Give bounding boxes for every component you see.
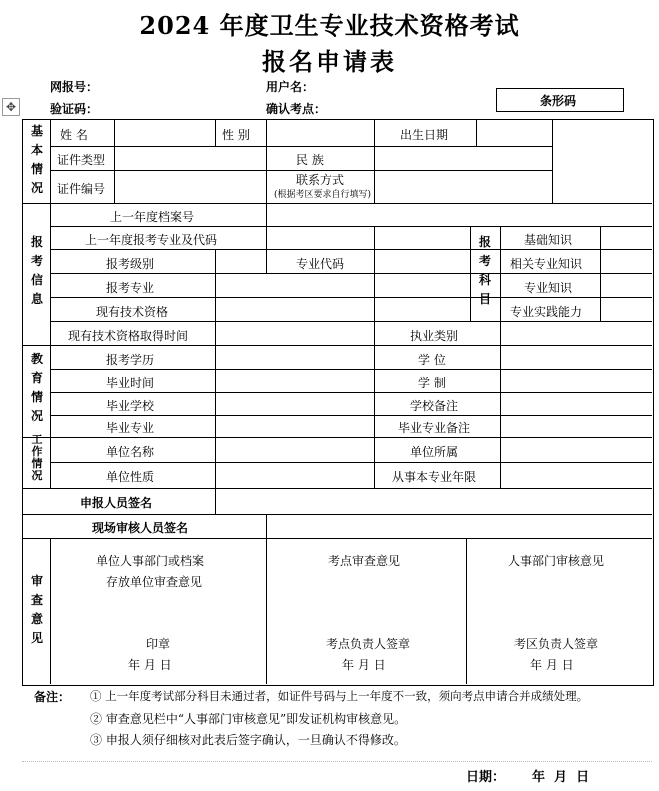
prev-major-code-label: 上一年度报考专业及代码 [85,233,218,247]
online-no-label: 网报号： [50,80,99,94]
grad-major-note-label: 毕业专业备注 [398,421,471,435]
subject-4: 专业实践能力 [510,305,583,319]
major-label: 报考专业 [106,281,155,295]
note-3: ③ 申报人须仔细核对此表后签字确认，一旦确认不得修改。 [90,733,406,747]
barcode-label: 条形码 [540,94,577,108]
review-col2-sign: 考点负责人签章 [326,637,411,651]
degree-label: 学 位 [418,353,446,367]
exam-section-label: 报考信息 [30,235,43,306]
review-col1-date: 年 月 日 [128,658,172,672]
grad-time-label: 毕业时间 [106,376,155,390]
review-col3-sign: 考区负责人签章 [514,637,599,651]
id-type-label: 证件类型 [57,153,106,167]
level-label: 报考级别 [106,257,155,271]
degree-edu-label: 报考学历 [106,353,155,367]
note-2: ② 审查意见栏中“人事部门审核意见”即发证机构审核意见。 [90,712,407,726]
footer-date-value: 年 月 日 [532,770,590,785]
form-subtitle: 报名申请表 [262,47,397,76]
review-col3-title: 人事部门审核意见 [508,554,605,568]
table-move-handle-icon[interactable]: ✥ [2,98,20,116]
subject-section-label: 报考科目 [478,235,491,306]
school-label: 毕业学校 [106,399,155,413]
qual-time-label: 现有技术资格取得时间 [68,329,189,343]
unit-nature-label: 单位性质 [106,470,155,484]
confirm-site-label: 确认考点： [266,102,327,116]
form-title: 2024 年度卫生专业技术资格考试 [139,11,520,40]
years-label: 从事本专业年限 [392,470,477,484]
review-col1-seal: 印章 [146,637,171,651]
ethnicity-label: 民 族 [296,153,324,167]
review-col3-date: 年 月 日 [530,658,574,672]
review-col2-title: 考点审查意见 [328,554,401,568]
unit-name-label: 单位名称 [106,445,155,459]
verify-code-label: 验证码： [50,102,99,116]
system-label: 学 制 [418,376,446,390]
work-section-label: 工作情况 [31,433,43,482]
edu-section-label: 教育情况 [30,352,43,423]
prev-archive-label: 上一年度档案号 [110,210,195,224]
unit-belong-label: 单位所属 [410,445,459,459]
current-qual-label: 现有技术资格 [96,305,169,319]
school-note-label: 学校备注 [410,399,459,413]
grad-major-label: 毕业专业 [106,421,155,435]
practice-type-label: 执业类别 [410,329,459,343]
id-no-label: 证件编号 [57,182,106,196]
review-col2-date: 年 月 日 [342,658,386,672]
review-section-label: 审查意见 [30,574,43,645]
review-col1-line1: 单位人事部门或档案 [96,554,205,568]
applicant-sign-label: 申报人员签名 [80,496,153,510]
gender-label: 性 别 [222,128,250,142]
major-code-label: 专业代码 [296,257,345,271]
review-col1-line2: 存放单位审查意见 [106,575,203,589]
user-name-label: 用户名： [266,80,315,94]
contact-note: (根据考区要求自行填写) [274,190,372,200]
notes-label: 备注： [34,690,71,704]
name-label: 姓 名 [60,128,88,142]
reviewer-sign-label: 现场审核人员签名 [92,521,189,535]
basic-section-label: 基本情况 [30,124,43,195]
subject-3: 专业知识 [524,281,573,295]
subject-2: 相关专业知识 [510,257,583,271]
contact-label: 联系方式 [296,173,345,187]
birth-label: 出生日期 [400,128,449,142]
subject-1: 基础知识 [524,233,573,247]
note-1: ① 上一年度考试部分科目未通过者，如证件号码与上一年度不一致，须向考点申请合并成绩处理。 [90,689,589,703]
footer-date-label: 日期： [466,770,506,785]
